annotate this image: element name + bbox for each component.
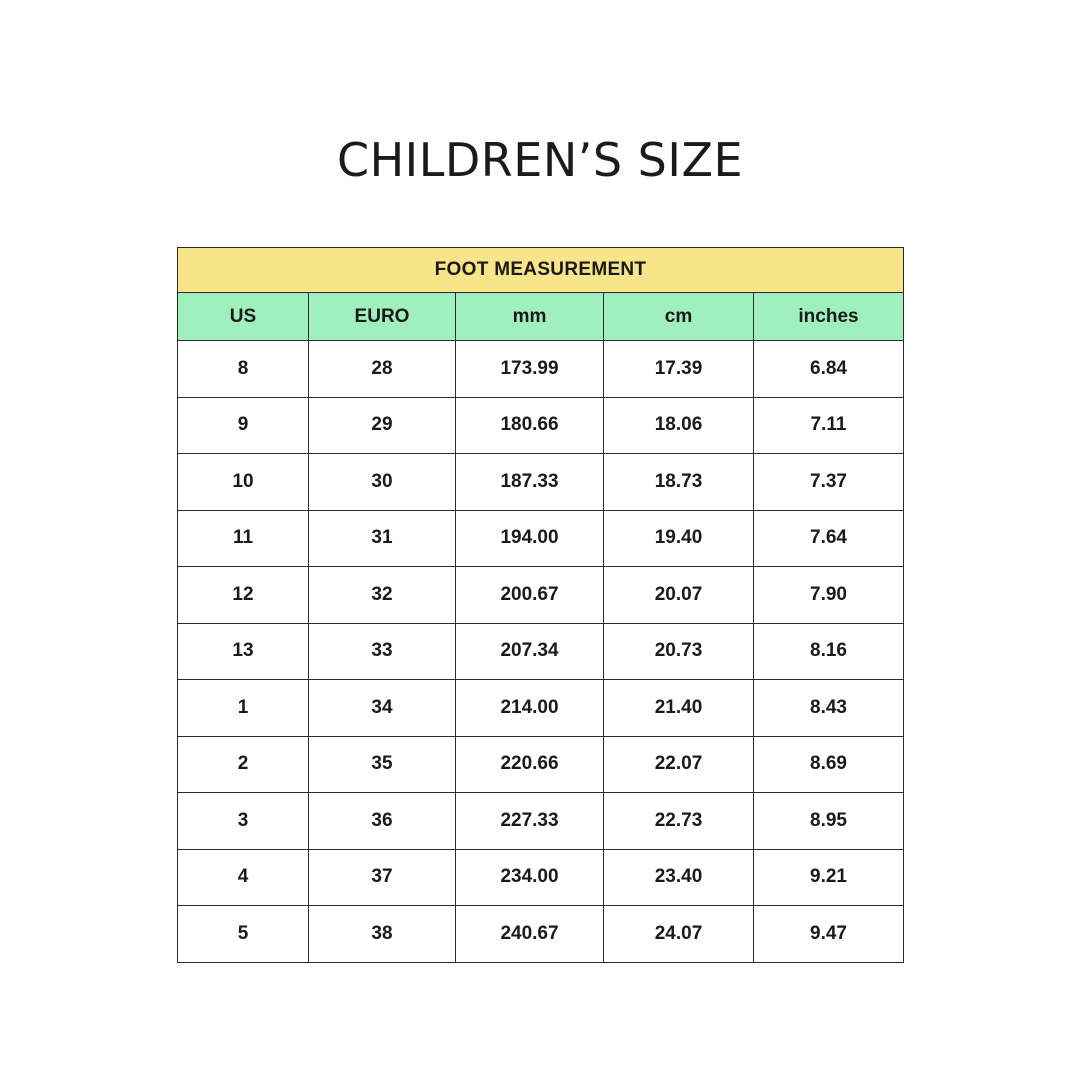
- cell-us: 9: [178, 397, 309, 454]
- cell-inches: 8.69: [754, 736, 904, 793]
- cell-euro: 37: [309, 849, 456, 906]
- table-row: [178, 849, 904, 906]
- cell-cm: 20.73: [604, 623, 754, 680]
- cell-inches: 8.43: [754, 680, 904, 737]
- cell-us: 5: [178, 906, 309, 963]
- cell-us: 1: [178, 680, 309, 737]
- cell-us: 11: [178, 510, 309, 567]
- cell-inches: 9.47: [754, 906, 904, 963]
- cell-mm: 234.00: [456, 849, 604, 906]
- table-banner-row: [178, 248, 904, 293]
- cell-inches: 9.21: [754, 849, 904, 906]
- cell-us: 8: [178, 341, 309, 398]
- cell-cm: 18.73: [604, 454, 754, 511]
- cell-mm: 240.67: [456, 906, 604, 963]
- cell-mm: 200.67: [456, 567, 604, 624]
- cell-cm: 19.40: [604, 510, 754, 567]
- table-header-row: [178, 293, 904, 341]
- cell-us: 12: [178, 567, 309, 624]
- table-row: [178, 397, 904, 454]
- cell-euro: 35: [309, 736, 456, 793]
- cell-us: 13: [178, 623, 309, 680]
- table-row: [178, 623, 904, 680]
- cell-us: 10: [178, 454, 309, 511]
- table-row: [178, 567, 904, 624]
- cell-mm: 214.00: [456, 680, 604, 737]
- cell-cm: 21.40: [604, 680, 754, 737]
- column-header-inches: inches: [754, 293, 904, 341]
- cell-mm: 187.33: [456, 454, 604, 511]
- table-row: [178, 341, 904, 398]
- table-row: [178, 510, 904, 567]
- cell-euro: 29: [309, 397, 456, 454]
- cell-euro: 38: [309, 906, 456, 963]
- cell-inches: 7.90: [754, 567, 904, 624]
- cell-euro: 31: [309, 510, 456, 567]
- cell-cm: 24.07: [604, 906, 754, 963]
- cell-inches: 8.95: [754, 793, 904, 850]
- cell-mm: 173.99: [456, 341, 604, 398]
- cell-mm: 207.34: [456, 623, 604, 680]
- column-header-cm: cm: [604, 293, 754, 341]
- cell-cm: 22.07: [604, 736, 754, 793]
- cell-inches: 7.64: [754, 510, 904, 567]
- cell-cm: 20.07: [604, 567, 754, 624]
- column-header-us: US: [178, 293, 309, 341]
- cell-cm: 17.39: [604, 341, 754, 398]
- cell-mm: 220.66: [456, 736, 604, 793]
- cell-inches: 7.11: [754, 397, 904, 454]
- cell-us: 3: [178, 793, 309, 850]
- cell-cm: 23.40: [604, 849, 754, 906]
- cell-us: 4: [178, 849, 309, 906]
- cell-euro: 32: [309, 567, 456, 624]
- page-title: CHILDREN’S SIZE: [336, 133, 744, 187]
- table-head: [178, 248, 904, 341]
- size-table-container: [177, 247, 903, 963]
- cell-inches: 6.84: [754, 341, 904, 398]
- table-body: [178, 341, 904, 963]
- cell-euro: 28: [309, 341, 456, 398]
- cell-inches: 8.16: [754, 623, 904, 680]
- cell-euro: 34: [309, 680, 456, 737]
- cell-inches: 7.37: [754, 454, 904, 511]
- cell-euro: 33: [309, 623, 456, 680]
- table-row: [178, 680, 904, 737]
- column-header-mm: mm: [456, 293, 604, 341]
- table-row: [178, 736, 904, 793]
- cell-mm: 194.00: [456, 510, 604, 567]
- table-row: [178, 906, 904, 963]
- cell-cm: 18.06: [604, 397, 754, 454]
- table-row: [178, 454, 904, 511]
- cell-cm: 22.73: [604, 793, 754, 850]
- table-row: [178, 793, 904, 850]
- cell-mm: 227.33: [456, 793, 604, 850]
- size-table: [177, 247, 904, 963]
- cell-us: 2: [178, 736, 309, 793]
- column-header-euro: EURO: [309, 293, 456, 341]
- cell-euro: 30: [309, 454, 456, 511]
- foot-measurement-banner: FOOT MEASUREMENT: [178, 248, 904, 293]
- cell-euro: 36: [309, 793, 456, 850]
- cell-mm: 180.66: [456, 397, 604, 454]
